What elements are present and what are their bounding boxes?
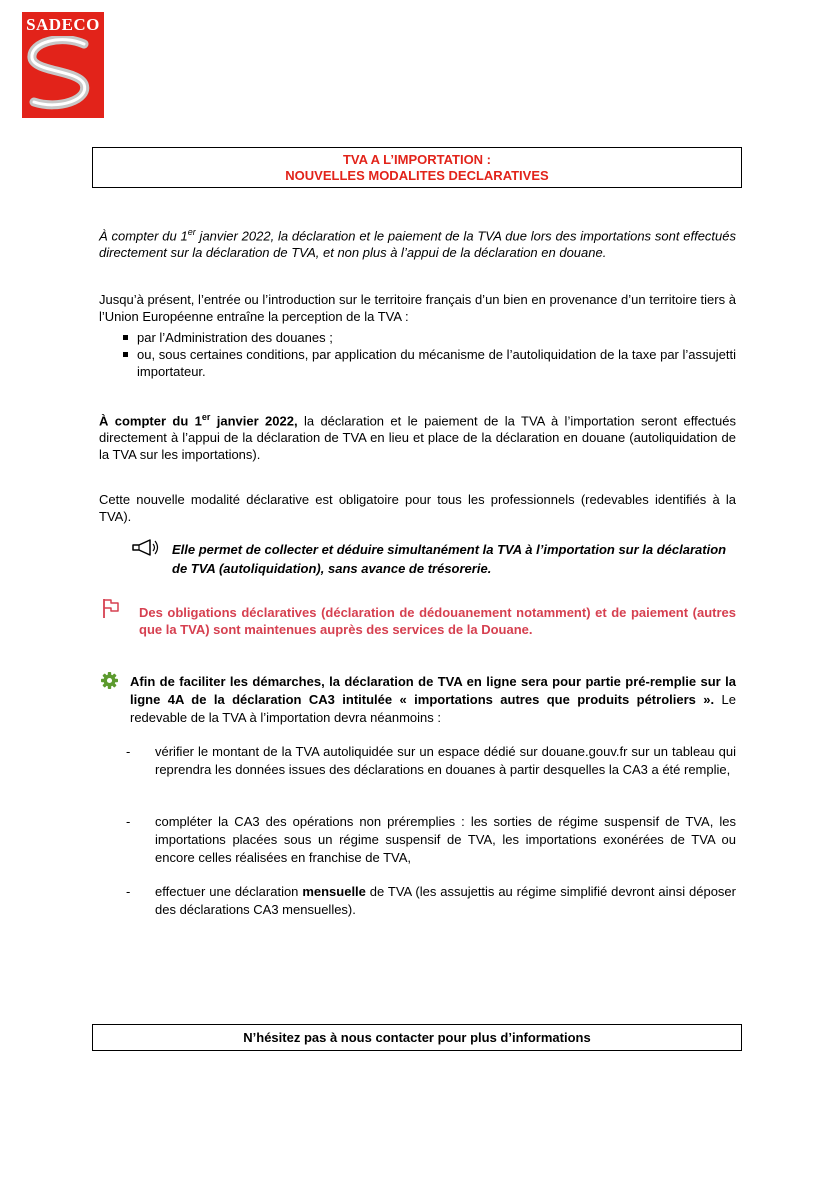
para2-rest: la déclaration et le paiement de la TVA à l’importation seront effectués directement à l’appui de la déclaration de TVA en lieu et place de la déclaration en douane (autoliquidation de la TVA sur les importations).: [99, 413, 737, 463]
dash-item-text: compléter la CA3 des opérations non préremplies : les sorties de régime suspensif de TVA, les importations placées sous un régime suspensif de TVA, les importations exonérées de TVA ou encore celles réalisées en franchise de TVA,: [155, 814, 736, 865]
bullet-item: ou, sous certaines conditions, par application du mécanisme de l’autoliquidation de la taxe par l’assujetti importateur.: [123, 346, 736, 380]
para2-bold-a: À compter du 1: [99, 413, 202, 429]
dash-text-a: effectuer une déclaration: [155, 884, 303, 899]
dash-marker: -: [126, 814, 131, 829]
dash-text-b: de TVA (les assujettis au régime simplifié devront ainsi déposer des déclarations CA3 mensuelles).: [155, 884, 736, 917]
dash-item: [126, 883, 736, 919]
intro-sup: er: [187, 227, 196, 237]
dash-text-bold: mensuelle: [302, 884, 366, 899]
intro-paragraph: [99, 224, 736, 261]
bullet-item: par l’Administration des douanes ;: [123, 329, 736, 346]
footer-contact-box: N’hésitez pas à nous contacter pour plus d’informations: [92, 1024, 742, 1051]
dash-marker: -: [126, 884, 131, 899]
intro-text-a: À compter du 1: [99, 228, 188, 244]
paragraph-2: [99, 409, 736, 463]
paragraph-1: Jusqu’à présent, l’entrée ou l’introduction sur le territoire français d’un bien en provenance d’un territoire tiers à l’Union Européenne entraîne la perception de la TVA :: [99, 292, 736, 324]
gear-bold-text: Afin de faciliter les démarches, la déclaration de TVA en ligne sera pour partie pré-remplie sur la ligne 4A de la déclaration CA3 intitulée « importations autres que produits pétroliers ».: [130, 674, 736, 707]
paragraph-3: Cette nouvelle modalité déclarative est obligatoire pour tous les professionnels (redevables identifiés à la TVA).: [99, 492, 736, 524]
title-line1: TVA A L’IMPORTATION :: [342, 152, 492, 167]
logo-swoosh-icon: [22, 36, 104, 118]
dash-item-text: vérifier le montant de la TVA autoliquidée sur un espace dédié sur douane.gouv.fr sur un tableau qui reprendra les données issues des déclarations en douanes à partir desquelles la CA3 a été remplie,: [155, 744, 736, 777]
note-text: Elle permet de collecter et déduire simultanément la TVA à l’importation sur la déclaration de TVA (autoliquidation), sans avance de trésorerie.: [172, 542, 727, 576]
megaphone-icon: [130, 538, 160, 558]
dash-marker: -: [126, 744, 131, 759]
gear-rest-text: Le redevable de la TVA à l’importation devra néanmoins :: [130, 692, 737, 725]
para2-sup: er: [201, 412, 211, 422]
title-box: [92, 147, 742, 188]
intro-text-b: janvier 2022, la déclaration et le paiement de la TVA due lors des importations sont effectués directement sur la déclaration de TVA, et non plus à l’appui de la déclaration en douane.: [99, 228, 736, 261]
title-line2: NOUVELLES MODALITES DECLARATIVES: [285, 168, 549, 183]
sadeco-logo: [22, 12, 104, 118]
bullet-list: [123, 329, 736, 380]
para2-bold-b: janvier 2022,: [210, 413, 298, 429]
dash-item-text: [155, 883, 736, 919]
dash-item: [126, 813, 736, 867]
flag-icon: [101, 597, 121, 619]
warning-text: Des obligations déclaratives (déclaration de dédouanement notamment) et de paiement (autres que la TVA) sont maintenues auprès des services de la Douane.: [139, 605, 736, 637]
logo-text: SADECO: [26, 15, 100, 34]
gear-icon: [101, 672, 118, 689]
gear-paragraph: [130, 673, 736, 727]
dash-item: [126, 743, 736, 779]
